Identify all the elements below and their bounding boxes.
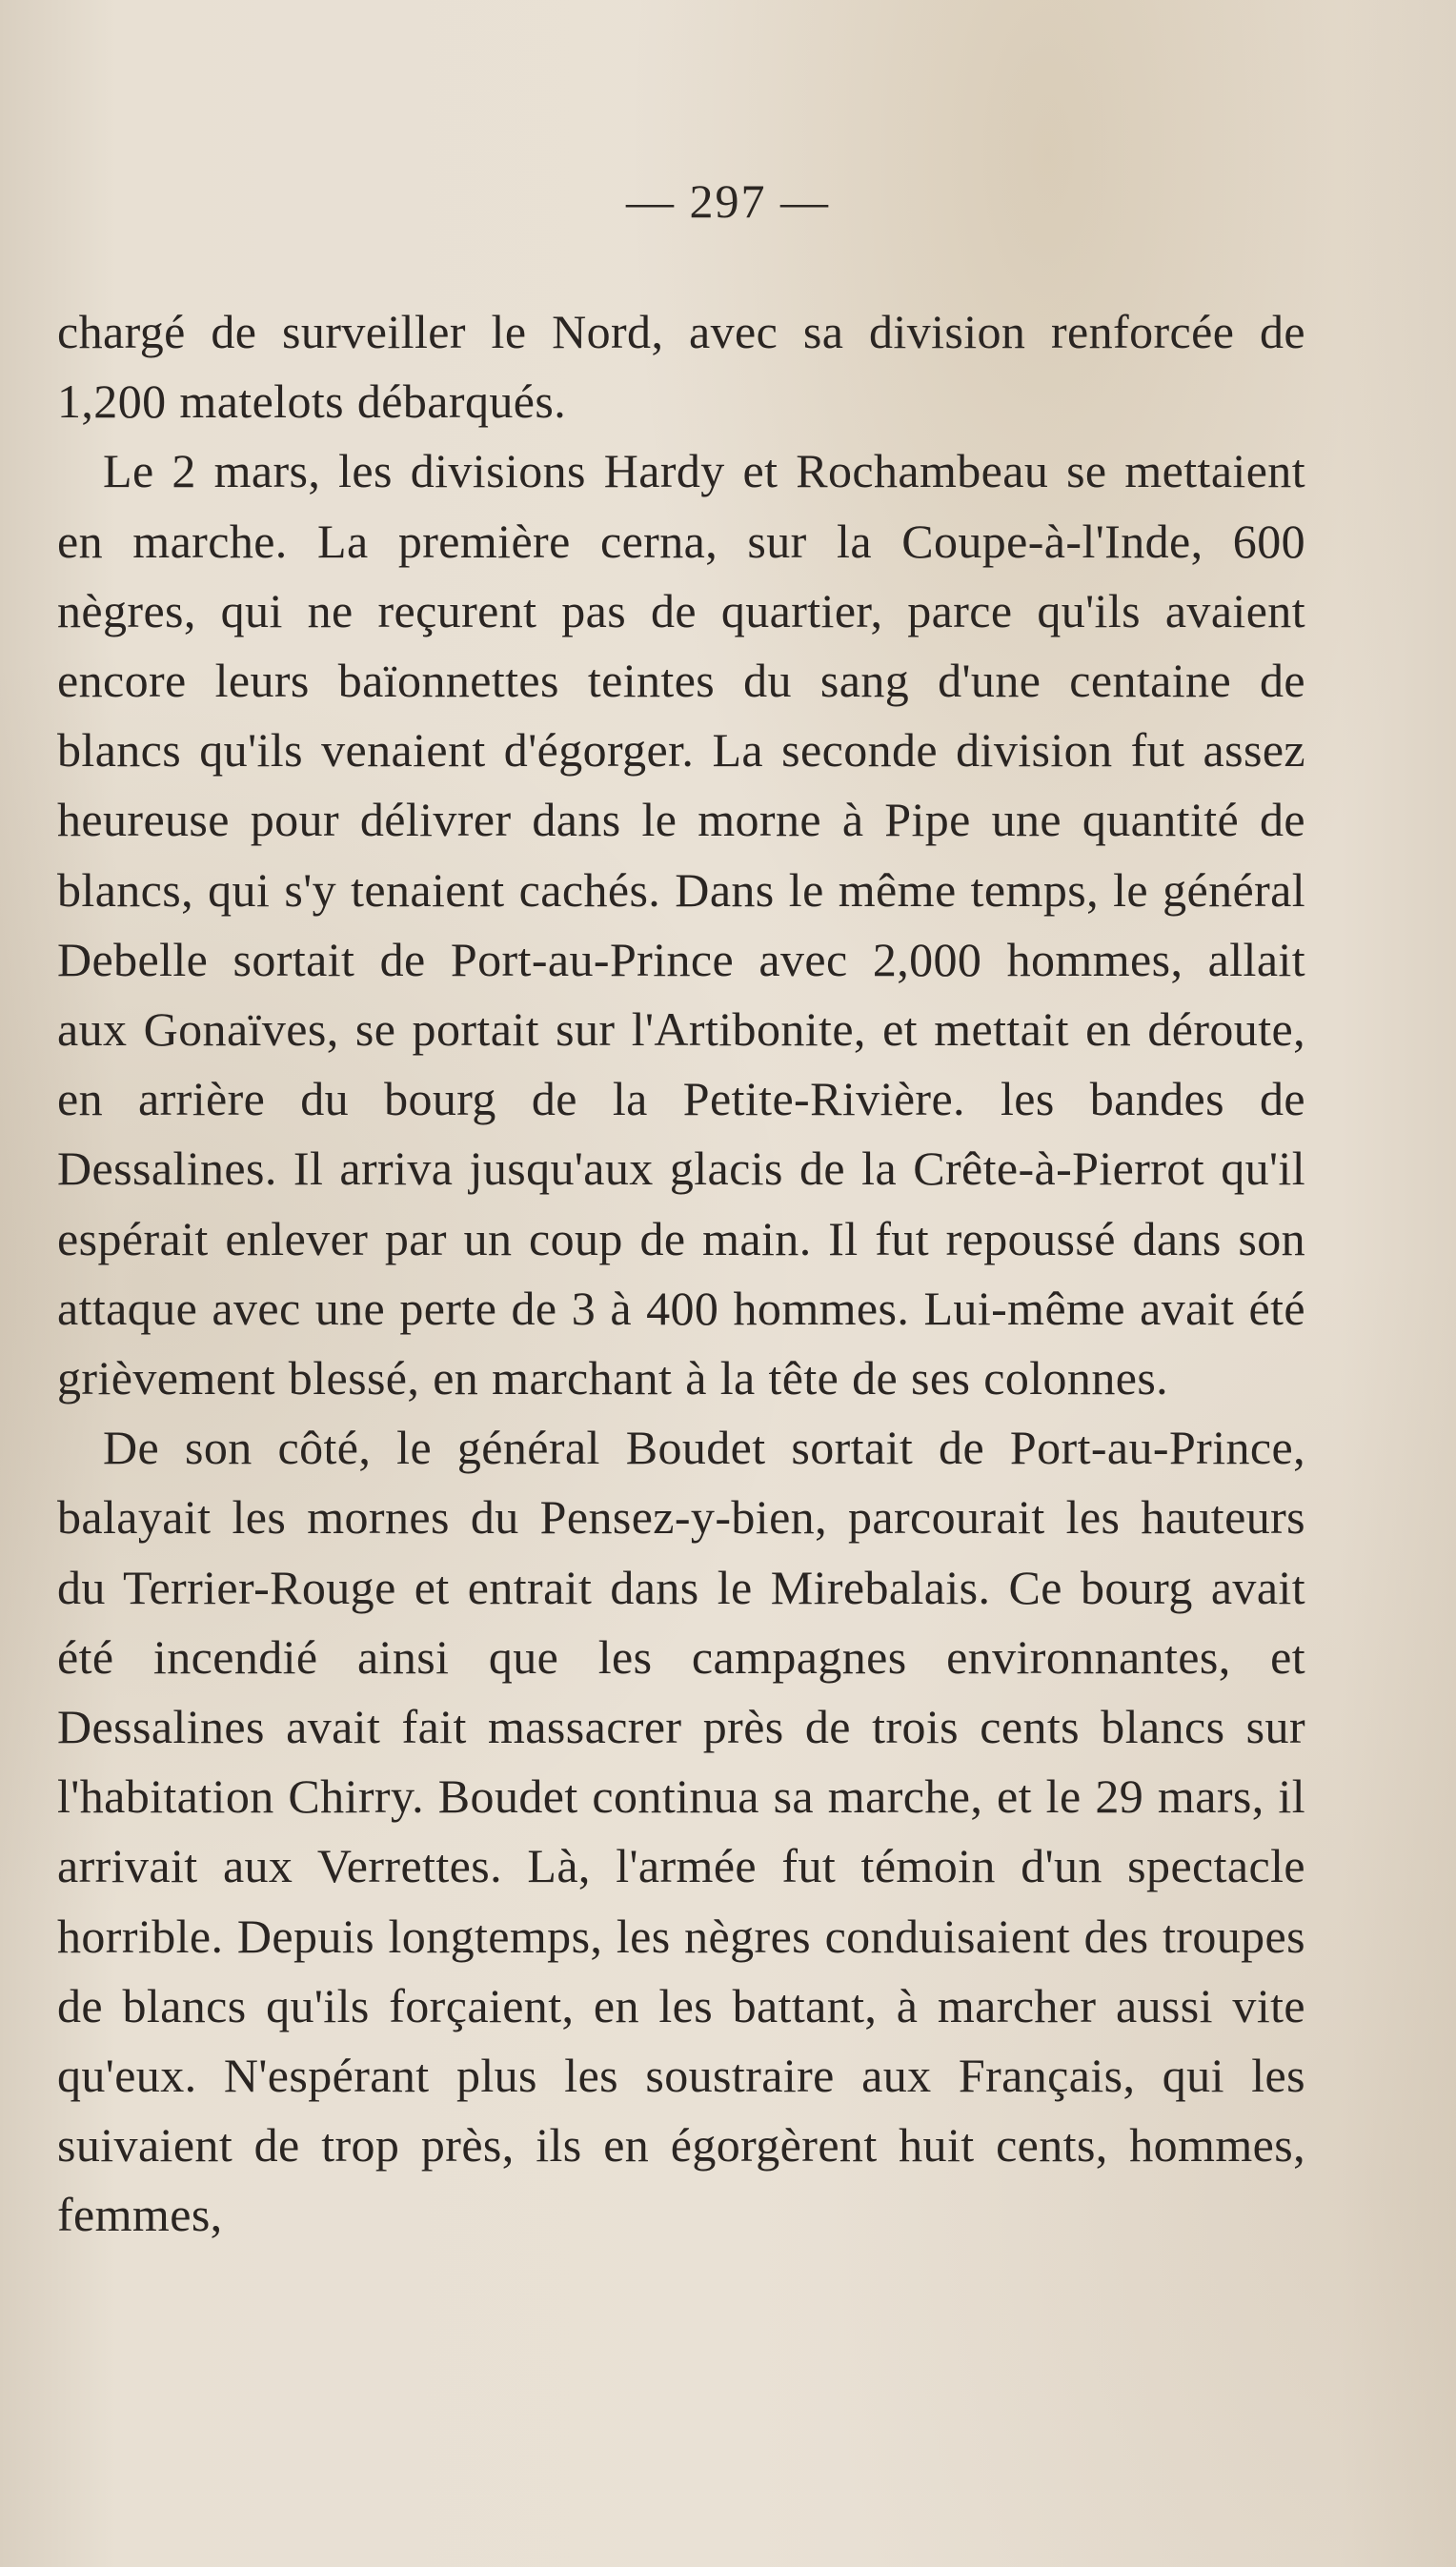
page-number: — 297 — <box>626 174 830 228</box>
body-text <box>57 297 1305 2251</box>
paragraph-continued: chargé de surveiller le Nord, avec sa division renforcée de 1,200 matelots débarqués. <box>57 305 1305 429</box>
paragraph-general-boudet: De son côté, le général Boudet sortait de Port-au-Prince, balayait les mornes du Pensez-y-bien, parcourait les hauteurs du Terrier-Rouge et entrait dans le Mirebalais. Ce bourg avait été incendié ainsi que les campagnes environnantes, et Dessalines avait fait massacrer près de trois cents blancs sur l'habitation Chirry. Boudet continua sa marche, et le 29 mars, il arrivait aux Verrettes. Là, l'armée fut témoin d'un spectacle horrible. Depuis longtemps, les nègres conduisaient des troupes de blancs qu'ils forçaient, en les battant, à marcher aussi vite qu'eux. N'espérant plus les soustraire aux Français, qui les suivaient de trop près, ils en égorgèrent huit cents, hommes, femmes, <box>57 1421 1305 2242</box>
paragraph-divisions-march: Le 2 mars, les divisions Hardy et Rochambeau se mettaient en marche. La première cerna, sur la Coupe-à-l'Inde, 600 nègres, qui ne reçurent pas de quartier, parce qu'ils avaient encore leurs baïonnettes teintes du sang d'une centaine de blancs qu'ils venaient d'égorger. La seconde division fut assez heureuse pour délivrer dans le morne à Pipe une quantité de blancs, qui s'y tenaient cachés. Dans le même temps, le général Debelle sortait de Port-au-Prince avec 2,000 hommes, allait aux Gonaïves, se portait sur l'Artibonite, et mettait en déroute, en arrière du bourg de la Petite-Rivière. les bandes de Dessalines. Il arriva jusqu'aux glacis de la Crête-à-Pierrot qu'il espérait enlever par un coup de main. Il fut repoussé dans son attaque avec une perte de 3 à 400 hommes. Lui-même avait été grièvement blessé, en marchant à la tête de ses colonnes. <box>57 444 1305 1405</box>
